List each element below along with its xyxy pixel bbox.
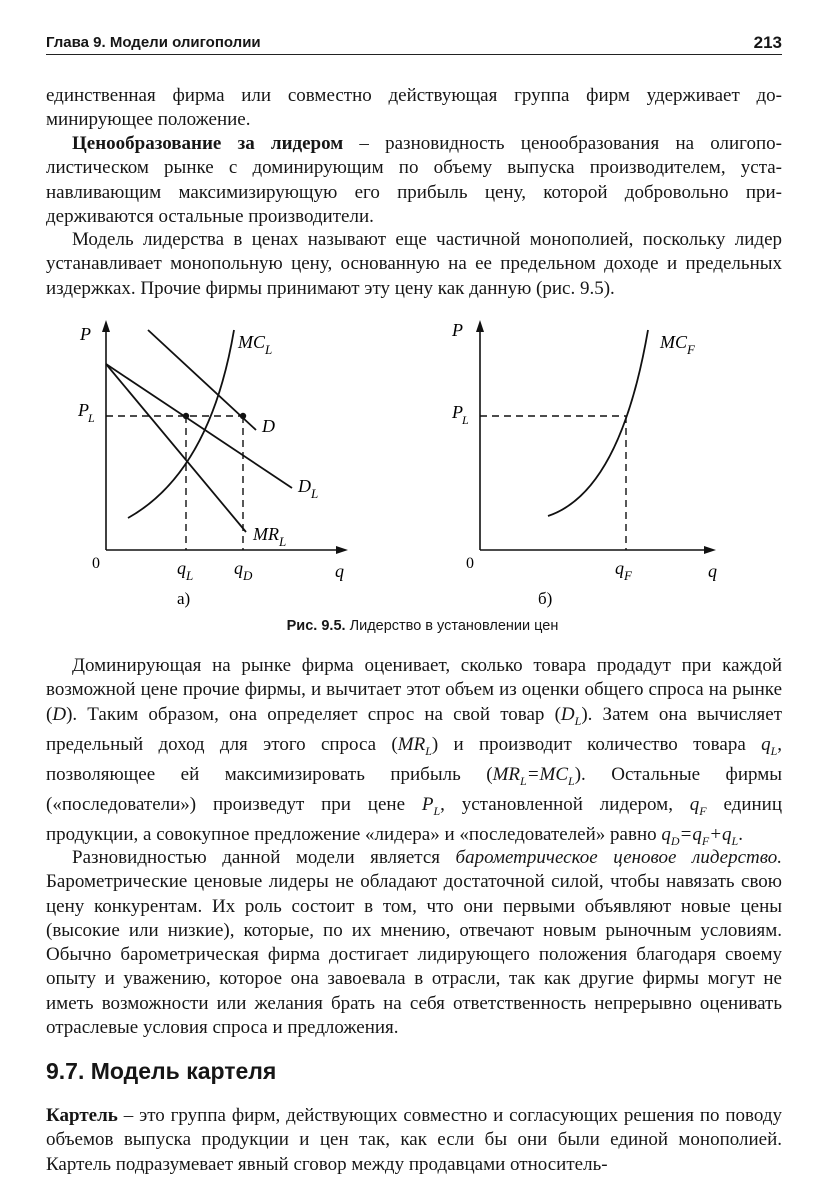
panel-a-price-label: PL (78, 400, 95, 425)
term-barometric-leadership: барометрическое ценовое лидерство. (455, 847, 782, 868)
cartel-definition-text: – это группа фирм, действующих совместно и согласующих решения по поводу объемов выпуска продукции и цен так, как если бы они были единой монополией. Картель подразумевает явный сговор между продавцами относитель- (46, 1105, 782, 1175)
panel-b-x-label: q (708, 561, 717, 581)
panel-b-y-label: P (452, 320, 463, 340)
mr-leader-label: $MR_L$ (253, 524, 287, 549)
leadership-graphs (60, 312, 760, 612)
followers-marginal-cost-curve (548, 330, 648, 516)
qF-label: $q_F$ (615, 558, 632, 583)
panel-a-x-label: q (335, 561, 344, 581)
panel-b-graph (451, 320, 717, 608)
panel-a-label: а) (177, 589, 191, 608)
qL-label: $q_L$ (177, 558, 194, 583)
running-header (46, 32, 782, 55)
paragraph-continued: единственная фирма или совместно действующая группа фирм удерживает доминирующее положение. (46, 85, 782, 131)
definition-text: – разновидность ценообразования на олигополистическом рынке с доминирующим по объему выпуска производителем, устанавливающим максимизирующую его прибыль цену, которой добровольно придерживаются остальные производители. (46, 133, 782, 227)
panel-b-x-arrow (704, 546, 716, 554)
figure-caption-text: Лидерство в установлении цен (345, 618, 559, 634)
qD-label: $q_D$ (234, 558, 253, 583)
section-heading-cartel: 9.7. Модель картеля (46, 1058, 277, 1084)
panel-a-graph (77, 320, 348, 608)
definition-price-leadership (46, 132, 782, 229)
panel-b-price-label: PL (452, 402, 469, 427)
leader-marginal-cost-curve (128, 330, 234, 518)
paragraph-dominant-firm: Доминирующая на рынке фирма оценивает, сколько товара продадут при каждой возможной цене прочие фирмы, и вычитает этот объем из оценки общего спроса на рынке (D). Таким образом, она определяет спрос на свой товар $(D_L)$. Затем она вычисляет предельный доход для этого спроса $(MR_L)$ и производит количество товара $q_L$, позволяющее ей максимизировать прибыль $(MR_L=MC_L)$. Остальные фирмы («последователи») произведут при цене $P_L$, установленной лидером, $q_F$ единиц продукции, а совокупное предложение «лидера» и «последователей» равно $q_D=q_F+q_L$. (46, 655, 782, 848)
term-cartel: Картель (46, 1105, 118, 1126)
panel-b-origin: 0 (466, 555, 474, 572)
mc-followers-label: $MC_F$ (660, 332, 695, 357)
figure-caption-label: Рис. 9.5. (286, 618, 346, 634)
demand-label: D (262, 416, 275, 436)
paragraph-barometric-leadership: Разновидностью данной модели является барометрическое ценовое лидерство. Барометрические ценовые лидеры не обладают достаточной силой, чтобы навязать свою цену конкурентам. Их роль состоит в том, что они первыми объявляют новые цены (высокие или низкие), которые, по их мнению, отвечают новым рыночным условиям. Обычно барометрическая фирма достигает лидирующего положения благодаря своему опыту и уважению, которое она завоевала в отрасли, так как другие фирмы могут не иметь возможности или желания брать на себя ответственность непрерывно оценивать отраслевые условия спроса и предложения. (46, 847, 782, 1039)
panel-b-label: б) (538, 589, 553, 608)
market-demand-point (240, 413, 246, 419)
leader-demand-label: $D_L$ (298, 476, 319, 501)
mc-leader-label: $MC_L$ (238, 332, 273, 357)
chapter-title: Глава 9. Модели олигополии (46, 34, 261, 51)
panel-a-origin: 0 (92, 555, 100, 572)
definition-cartel (46, 1104, 782, 1177)
leader-marginal-revenue-curve (106, 364, 246, 532)
panel-a-y-arrow (102, 320, 110, 332)
panel-b-y-arrow (476, 320, 484, 332)
page-number: 213 (753, 33, 782, 52)
paragraph-partial-monopoly: Модель лидерства в ценах называют еще частичной монополией, поскольку лидер устанавливает монопольную цену, основанную на ее предельном доходе и предельных издержках. Прочие фирмы принимают эту цену как данную (рис. 9.5). (46, 229, 782, 299)
panel-a-x-arrow (336, 546, 348, 554)
leader-output-point (183, 413, 189, 419)
figure-9-5 (60, 312, 760, 642)
figure-caption (60, 618, 785, 634)
term-price-leadership: Ценообразование за лидером (72, 133, 344, 154)
panel-a-y-label: P (80, 324, 91, 344)
